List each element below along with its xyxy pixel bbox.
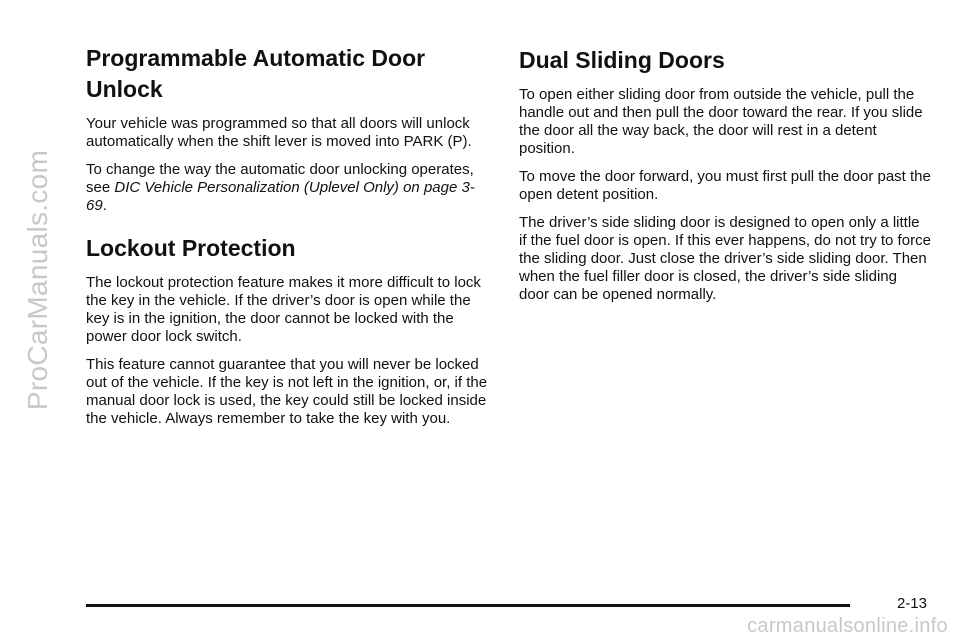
heading-lockout-protection: Lockout Protection — [86, 235, 296, 261]
section-dual-sliding-doors — [519, 45, 931, 304]
bottom-watermark: carmanualsonline.info — [747, 615, 948, 637]
paragraph-unlock-intro: Your vehicle was programmed so that all doors will unlock automatically when the shift lever is moved into PARK (P). — [86, 115, 472, 150]
right-column — [519, 40, 931, 314]
side-watermark — [8, 0, 68, 560]
paragraph-lockout-feature: The lockout protection feature makes it more difficult to lock the key in the vehicle. If the driver’s door is open while the key is in the ignition, the door cannot be locked with the power door lock switch. — [86, 274, 481, 345]
page-number: 2-13 — [896, 595, 927, 612]
section-lockout-protection — [86, 233, 490, 428]
side-watermark-text: ProCarManuals.com — [22, 149, 53, 411]
heading-dual-sliding-doors: Dual Sliding Doors — [519, 47, 725, 73]
paragraph-unlock-change — [86, 161, 490, 215]
cross-reference-suffix: . — [102, 197, 107, 214]
paragraph-sliding-fuel-door: The driver’s side sliding door is designed to open only a little if the fuel door is open. If this ever happens, do not try to force the sliding door. Just close the driver’s side sliding door. Then when the fuel filler door is closed, the driver’s side sliding door can be opened normally. — [519, 214, 931, 303]
paragraph-unlock-change-text: To change the way the automatic door unlocking operates, see — [86, 161, 474, 196]
paragraph-sliding-open: To open either sliding door from outside the vehicle, pull the handle out and then pull the door toward the rear. If you slide the door all the way back, the door will rest in a detent position. — [519, 86, 923, 157]
heading-automatic-door-unlock: Programmable Automatic Door Unlock — [86, 45, 426, 102]
footer-rule — [86, 604, 850, 607]
cross-reference-link[interactable]: DIC Vehicle Personalization (Uplevel Only) on page 3-69 — [86, 179, 475, 214]
section-automatic-door-unlock — [86, 43, 490, 215]
paragraph-sliding-forward: To move the door forward, you must first pull the door past the open detent position. — [519, 168, 931, 203]
left-column — [86, 40, 490, 438]
paragraph-lockout-guarantee: This feature cannot guarantee that you will never be locked out of the vehicle. If the key is not left in the ignition, or, if the manual door lock is used, the key could still be locked inside the vehicle. Always remember to take the key with you. — [86, 356, 488, 427]
